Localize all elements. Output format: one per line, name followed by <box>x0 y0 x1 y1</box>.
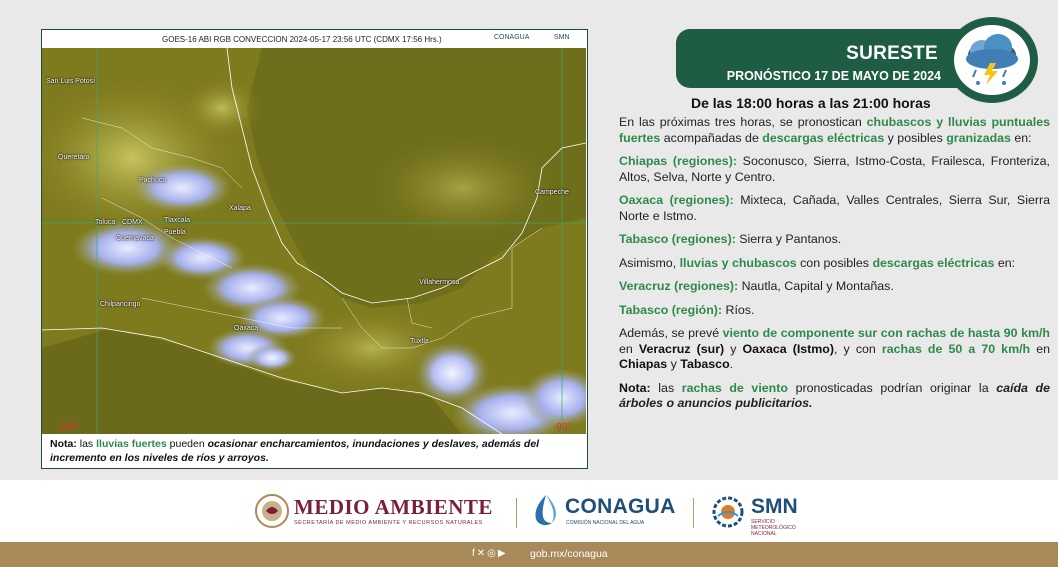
forecast-date: PRONÓSTICO 17 DE MAYO DE 2024 <box>726 69 941 83</box>
city-label: Pachuca <box>139 177 167 184</box>
region-title-box <box>676 29 966 88</box>
conagua-logo-icon <box>530 493 562 529</box>
region-title: SURESTE <box>846 43 938 64</box>
city-label: Cuernavaca <box>116 235 154 242</box>
city-label: CDMX <box>122 219 143 226</box>
footer <box>0 480 1058 542</box>
satellite-title: GOES-16 ABI RGB CONVECCION 2024-05-17 23:56 UTC (CDMX 17:56 Hrs.) <box>162 35 442 44</box>
smn-subtitle: SERVICIO METEOROLÓGICO NACIONAL <box>751 519 796 537</box>
city-label: Tuxtla <box>410 338 429 345</box>
note-text: las <box>76 438 97 450</box>
time-range: De las 18:00 horas a las 21:00 horas <box>691 95 931 111</box>
conagua-mini-logo: CONAGUA <box>494 34 530 41</box>
note-italic: ocasionar encharcamientos, inundaciones y deslaves, además del incremento en los niveles de ríos y arroyos. <box>50 438 540 464</box>
medio-ambiente-logo: MEDIO AMBIENTE <box>294 495 493 519</box>
x-icon[interactable]: ✕ <box>476 548 488 559</box>
youtube-icon[interactable]: ▶ <box>497 548 508 559</box>
note-label: Nota: <box>50 438 77 450</box>
smn-logo-icon <box>710 494 746 530</box>
forecast-content <box>619 115 1050 420</box>
city-label: Tlaxcala <box>164 217 191 224</box>
conagua-subtitle: COMISIÓN NACIONAL DEL AGUA <box>566 520 645 526</box>
divider <box>693 498 694 528</box>
degree-label: -100° <box>56 422 81 433</box>
conagua-logo: CONAGUA <box>565 495 676 518</box>
wind-paragraph: Además, se prevé viento de componente sur con rachas de hasta 90 km/h en Veracruz (sur) y Oaxaca (Istmo), y con rachas de 50 a 70 km/h en Chiapas y Tabasco. <box>619 326 1050 371</box>
instagram-icon[interactable]: ◎ <box>487 548 498 559</box>
smn-mini-logo: SMN <box>554 34 570 41</box>
wind-note: Nota: las rachas de viento pronosticadas podrían originar la caída de árboles o anuncios publicitarios. <box>619 380 1050 410</box>
note-highlight: lluvias fuertes <box>96 438 167 450</box>
city-label: Campeche <box>535 189 569 196</box>
intro-paragraph: En las próximas tres horas, se pronostican chubascos y lluvias puntuales fuertes acompañadas de descargas eléctricas y posibles granizadas en: <box>619 115 1050 145</box>
city-label: Chilpancingo <box>100 301 141 308</box>
satellite-image <box>42 48 586 434</box>
city-label: Querétaro <box>58 154 90 161</box>
satellite-note <box>50 437 580 465</box>
city-label: Puebla <box>164 229 186 236</box>
city-label: San Luis Potosí <box>46 78 96 85</box>
satellite-header <box>42 30 586 48</box>
medio-ambiente-subtitle: SECRETARÍA DE MEDIO AMBIENTE Y RECURSOS NATURALES <box>294 520 483 526</box>
city-label: Villahermosa <box>419 279 460 286</box>
satellite-panel <box>41 29 588 469</box>
oaxaca-paragraph: Oaxaca (regiones): Mixteca, Cañada, Valles Centrales, Sierra Sur, Sierra Norte e Istmo. <box>619 193 1050 223</box>
smn-logo: SMN <box>751 495 798 518</box>
note-text: pueden <box>166 438 208 450</box>
chiapas-paragraph: Chiapas (regiones): Soconusco, Sierra, Istmo-Costa, Frailesca, Fronteriza, Altos, Selva, Norte y Centro. <box>619 154 1050 184</box>
veracruz-paragraph: Veracruz (regiones): Nautla, Capital y Montañas. <box>619 279 894 293</box>
storm-cloud-icon <box>954 25 1030 95</box>
city-label: Oaxaca <box>234 325 259 332</box>
mexico-seal-icon <box>254 493 290 529</box>
city-label: Xalapa <box>229 205 251 212</box>
tabasco2-paragraph: Tabasco (región): Ríos. <box>619 302 755 317</box>
social-icons[interactable] <box>472 548 508 559</box>
facebook-icon[interactable]: f <box>472 548 477 559</box>
gob-url-link[interactable]: gob.mx/conagua <box>530 548 608 560</box>
city-label: Toluca <box>95 219 116 226</box>
divider <box>516 498 517 528</box>
degree-label: -90° <box>553 422 572 433</box>
asimismo-paragraph: Asimismo, lluvias y chubascos con posibles descargas eléctricas en: <box>619 255 1016 270</box>
bottom-bar <box>0 542 1058 567</box>
tabasco-paragraph: Tabasco (regiones): Sierra y Pantanos. <box>619 232 842 246</box>
